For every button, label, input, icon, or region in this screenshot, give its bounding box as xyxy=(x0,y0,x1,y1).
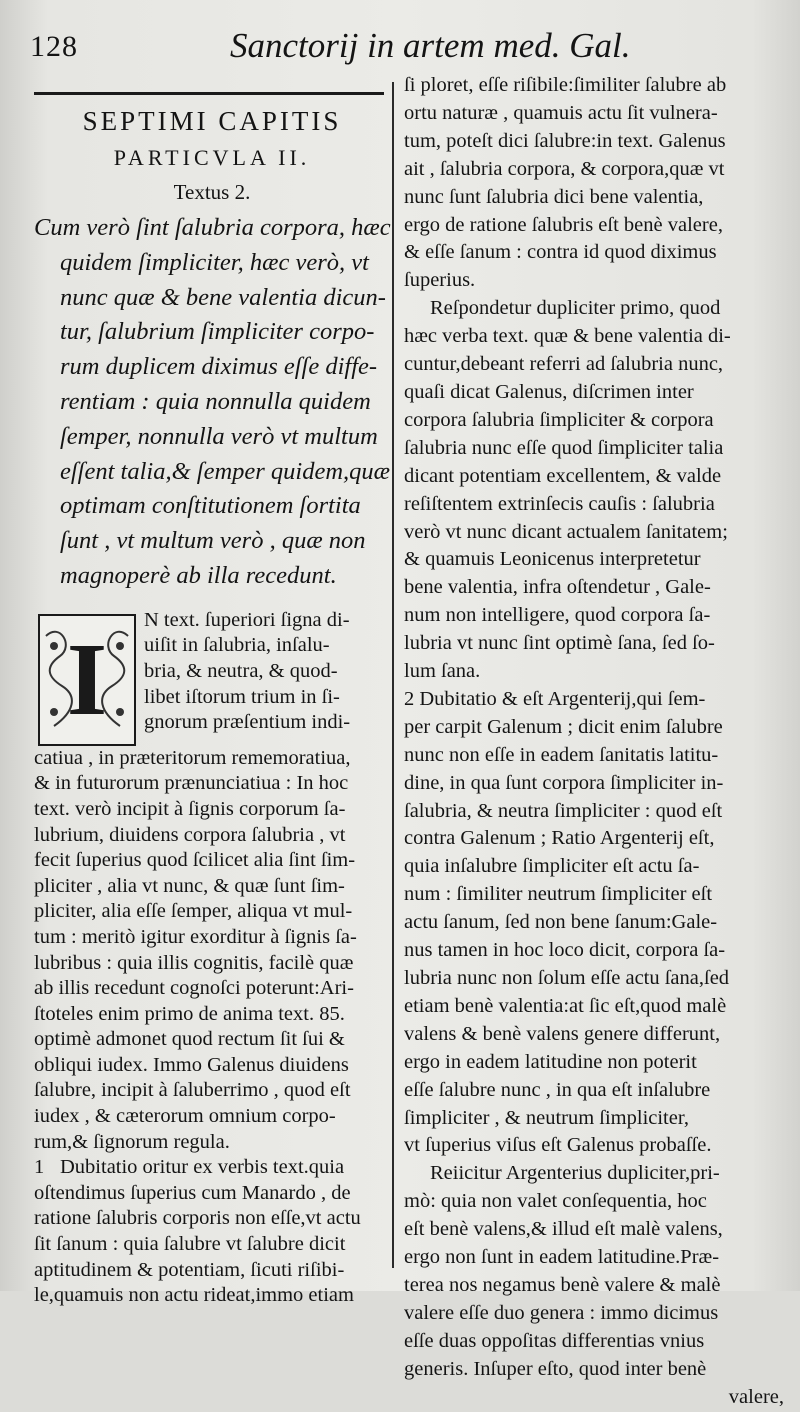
body-line: generis. Inſuper eſto, quod inter benè xyxy=(404,1357,707,1380)
body-line: verò vt nunc dicant actualem ſanitatem; xyxy=(404,520,728,543)
aphorism-line: rentiam : quia nonnulla quidem xyxy=(60,387,371,415)
chapter-title: SEPTIMI CAPITIS xyxy=(82,106,342,136)
drop-cap-letter: I xyxy=(66,621,108,737)
body-line: optimè admonet quod rectum ſit ſui & xyxy=(34,1028,345,1051)
body-line: ſuperius. xyxy=(404,269,476,292)
left-column xyxy=(34,92,391,1307)
body-line: reſiſtentem extrinſecis cauſis : ſalubria xyxy=(404,492,715,515)
body-line: ſalubria nunc eſſe quod ſimpliciter talia xyxy=(404,436,724,459)
body-line: lubria nunc non ſolum eſſe actu ſana,ſed xyxy=(404,967,730,989)
body-line: corpora ſalubria ſimpliciter & corpora xyxy=(404,408,714,431)
body-line: catiua , in præteritorum rememoratiua, xyxy=(34,746,351,769)
dubitatio-number: 1 xyxy=(34,1156,45,1179)
body-line: eſſe ſalubre nunc , in qua eſt inſalubre xyxy=(404,1078,711,1101)
body-line: iudex , & cæterorum omnium corpo- xyxy=(34,1105,336,1128)
body-line: hæc verba text. quæ & bene valentia di- xyxy=(404,325,731,348)
body-line: aptitudinem & potentiam, ſicuti riſibi- xyxy=(34,1258,345,1281)
body-line: contra Galenum ; Ratio Argenterij eſt, xyxy=(404,827,715,850)
aphorism-line: magnoperè ab illa recedunt. xyxy=(60,561,337,589)
body-line: ergo in eadem latitudine non poterit xyxy=(404,1050,697,1073)
body-line: ſimpliciter , & neutrum ſimpliciter, xyxy=(404,1106,689,1129)
body-line: bria, & neutra, & quod- xyxy=(144,659,338,682)
body-line: per carpit Galenum ; dicit enim ſalubre xyxy=(404,715,723,738)
ornamental-initial xyxy=(38,614,136,746)
body-line: 2 Dubitatio & eſt Argenterij,qui ſem- xyxy=(404,687,706,710)
aphorism-line: quidem ſimpliciter, hæc verò, vt xyxy=(60,248,369,276)
page-number: 128 xyxy=(30,30,78,63)
body-line: lubria vt nunc ſint optimè ſana, ſed ſo- xyxy=(404,632,715,655)
aphorism-line: tur, ſalubrium ſimpliciter corpo- xyxy=(60,318,375,346)
body-line: rum,& ſignorum regula. xyxy=(34,1130,230,1153)
commentary-text xyxy=(34,608,390,1309)
body-line: libet iſtorum trium in ſi- xyxy=(144,685,340,708)
body-line: tum : meritò igitur exorditur à ſignis ſa- xyxy=(34,925,357,948)
textus-label: Textus 2. xyxy=(173,180,251,204)
body-line: quaſi dicat Galenus, diſcrimen inter xyxy=(404,380,694,403)
body-line: num : ſimiliter neutrum ſimpliciter eſt xyxy=(404,883,713,906)
body-line: eſt benè valens,& illud eſt malè valens, xyxy=(404,1218,723,1241)
body-line: mò: quia non valet conſequentia, hoc xyxy=(404,1190,707,1213)
body-line: nunc ſunt ſalubria dici bene valentia, xyxy=(404,185,704,208)
body-line: ſit ſanum : quia ſalubre vt ſalubre dicit xyxy=(34,1233,346,1256)
catchword: valere, xyxy=(728,1385,784,1408)
body-line: text. verò incipit à ſignis corporum ſa- xyxy=(34,797,346,820)
body-line: uiſit in ſalubria, inſalu- xyxy=(144,634,330,657)
aphorism-line: Cum verò ſint ſalubria corpora, hæc xyxy=(34,214,391,241)
body-line: ortu naturæ , quamuis actu ſit vulnera- xyxy=(404,101,718,124)
body-line: ſalubre, incipit à ſaluberrimo , quod eſt xyxy=(34,1079,351,1102)
particula-heading: PARTICVLA II. xyxy=(113,145,311,170)
body-line: ait , ſalubria corpora, & corpora,quæ vt xyxy=(404,157,725,180)
body-line: ſi ploret, eſſe riſibile:ſimiliter ſalubre ab xyxy=(404,74,727,96)
body-line: nunc non eſſe in eadem ſanitatis latitu- xyxy=(404,743,719,766)
body-line: Reſpondetur dupliciter primo, quod xyxy=(430,297,721,320)
body-line: terea nos negamus benè valere & malè xyxy=(404,1273,721,1296)
body-line: lubribus : quia illis cognitis, facilè quæ xyxy=(34,951,354,974)
column-divider xyxy=(392,82,394,1268)
body-line: pliciter , alia vt nunc, & quæ ſunt ſim- xyxy=(34,874,345,897)
body-line: Reiicitur Argenterius dupliciter,pri- xyxy=(430,1162,720,1185)
body-line: lubrium, diuidens corpora ſalubria , vt xyxy=(34,823,346,846)
body-line: fecit ſuperius quod ſcilicet alia ſint ſim- xyxy=(34,849,356,872)
aphorism-line: eſſent talia,& ſemper quidem,quæ xyxy=(60,457,391,485)
body-line: etiam benè valentia:at ſic eſt,quod malè xyxy=(404,994,727,1017)
body-line: & quamuis Leonicenus interpretetur xyxy=(404,548,701,571)
body-line: valens & benè valens genere differunt, xyxy=(404,1022,721,1045)
aphorism-line: ſemper, nonnulla verò vt multum xyxy=(60,422,378,450)
body-line: le,quamuis non actu rideat,immo etiam xyxy=(34,1284,354,1307)
body-line: vt ſuperius viſus eſt Galenus probaſſe. xyxy=(404,1134,712,1157)
aphorism-line: ſunt , vt multum verò , quæ non xyxy=(60,527,366,555)
heading-rule xyxy=(34,92,384,95)
body-line: ab illis recedunt cognoſci poterunt:Ari- xyxy=(34,977,354,1000)
body-line: eſſe duas oppoſitas differentias vnius xyxy=(404,1329,705,1352)
body-line: ergo de ratione ſalubris eſt benè valere, xyxy=(404,213,723,236)
running-head xyxy=(30,22,770,68)
aphorism-text xyxy=(34,211,390,594)
body-line: & in futurorum prænunciatiua : In hoc xyxy=(34,772,349,795)
right-column xyxy=(404,72,784,1408)
body-line: obliqui iudex. Immo Galenus diuidens xyxy=(34,1053,349,1076)
body-line: ratione ſalubris corporis non eſſe,vt actu xyxy=(34,1207,361,1230)
body-line: oſtendimus ſuperius cum Manardo , de xyxy=(34,1181,351,1204)
body-line: cuntur,debeant referri ad ſalubria nunc, xyxy=(404,353,724,376)
body-line: nus tamen in hoc loco dicit, corpora ſa- xyxy=(404,939,726,962)
body-line: bene valentia, infra oſtendetur , Gale- xyxy=(404,576,711,599)
body-line: quia inſalubre ſimpliciter eſt actu ſa- xyxy=(404,855,700,878)
body-line: gnorum præſentium indi- xyxy=(144,711,351,734)
body-line: ergo non ſunt in eadem latitudine.Præ- xyxy=(404,1246,720,1269)
body-line: dine, in qua ſunt corpora ſimpliciter in- xyxy=(404,771,724,794)
body-line: lum ſana. xyxy=(404,660,481,683)
body-line: actu ſanum, ſed non bene ſanum:Gale- xyxy=(404,911,718,934)
running-title: Sanctorij in artem med. Gal. xyxy=(230,26,631,65)
body-line: ſtoteles enim primo de anima text. 85. xyxy=(34,1002,345,1025)
aphorism-line: nunc quæ & bene valentia dicun- xyxy=(60,283,386,311)
body-line: & eſſe ſanum : contra id quod diximus xyxy=(404,241,717,264)
aphorism-line: rum duplicem diximus eſſe diffe- xyxy=(60,353,378,381)
body-line: dicant potentiam excellentem, & valde xyxy=(404,464,722,487)
body-line: N text. ſuperiori ſigna di- xyxy=(144,608,350,631)
dubitatio-text: Dubitatio oritur ex verbis text.quia xyxy=(60,1156,345,1179)
body-line: tum, poteſt dici ſalubre:in text. Galenus xyxy=(404,129,726,152)
body-line: ſalubria, & neutra ſimpliciter : quod eſt xyxy=(404,799,723,822)
body-line xyxy=(34,1155,390,1181)
body-line: num non intelligere, quod corpora ſa- xyxy=(404,604,711,627)
body-line: pliciter, alia eſſe ſemper, aliqua vt mul- xyxy=(34,900,353,923)
aphorism-line: optimam conſtitutionem ſortita xyxy=(60,492,361,520)
body-line: valere eſſe duo genera : immo dicimus xyxy=(404,1301,719,1324)
